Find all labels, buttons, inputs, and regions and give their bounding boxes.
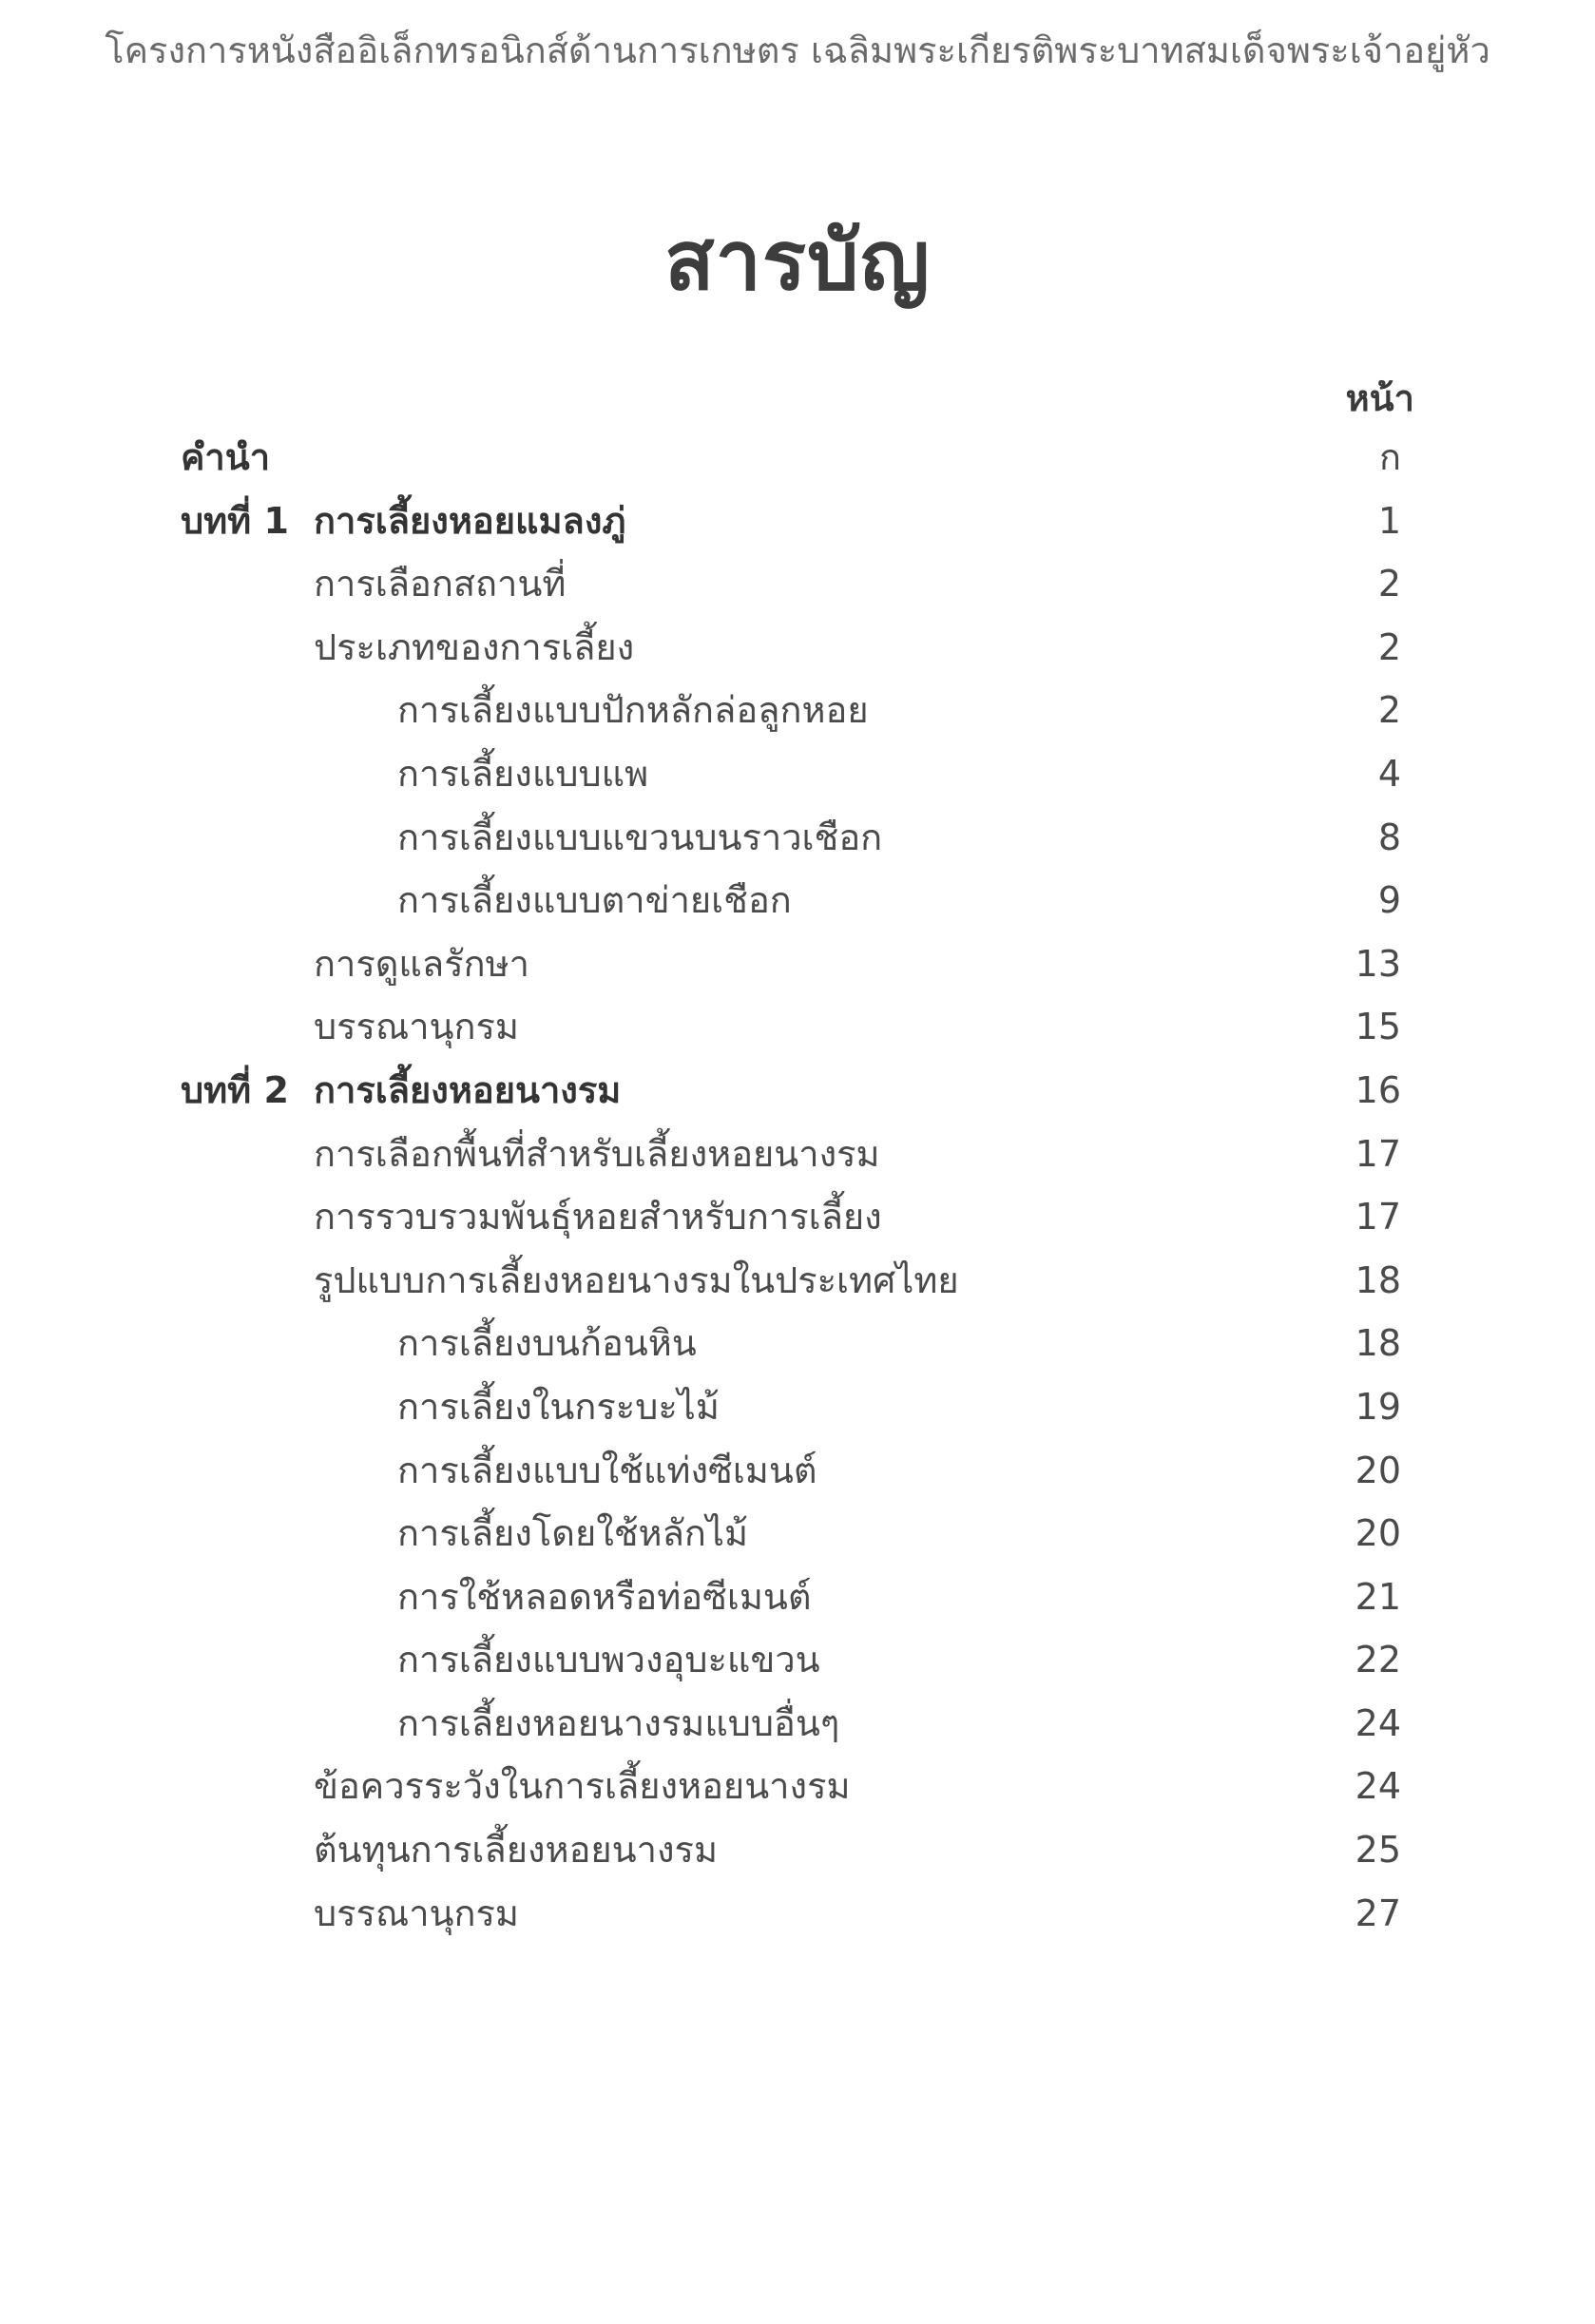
- page-title: สารบัญ: [664, 214, 931, 309]
- toc-entry-page: 8: [1377, 816, 1401, 858]
- toc-entry-page: 1: [1377, 499, 1401, 542]
- toc-subentry[interactable]: [0, 806, 1595, 870]
- toc-entry[interactable]: [0, 616, 1595, 680]
- toc-entry-title: การเลี้ยงแบบตาข่ายเชือก: [397, 879, 792, 922]
- toc-entry-page: 24: [1355, 1701, 1401, 1744]
- toc-entry-title: การเลี้ยงบนก้อนหิน: [397, 1322, 697, 1365]
- toc-entry-title: การเลี้ยงแบบพวงอุบะแขวน: [397, 1639, 820, 1681]
- toc-entry-page: 20: [1355, 1449, 1401, 1491]
- header-project-line: โครงการหนังสืออิเล็กทรอนิกส์ด้านการเกษตร เฉลิมพระเกียรติพระบาทสมเด็จพระเจ้าอยู่หัว: [105, 29, 1490, 71]
- toc-subentry[interactable]: [0, 1502, 1595, 1565]
- toc-entry-page: 4: [1377, 752, 1401, 795]
- toc-entry[interactable]: [0, 1818, 1595, 1882]
- toc-entry-page: 18: [1355, 1322, 1401, 1365]
- toc-entry[interactable]: [0, 1882, 1595, 1946]
- toc-subentry[interactable]: [0, 1565, 1595, 1629]
- toc-chapter-label: บทที่ 1: [181, 499, 289, 542]
- toc-entry-page: 17: [1355, 1196, 1401, 1239]
- toc-entry-title: คำนำ: [181, 436, 271, 478]
- toc-entry-title: การเลี้ยงโดยใช้หลักไม้: [397, 1512, 749, 1555]
- toc-entry-page: 15: [1355, 1006, 1401, 1048]
- toc-entry[interactable]: [0, 1755, 1595, 1818]
- toc-subentry[interactable]: [0, 1692, 1595, 1756]
- toc-entry-page: ก: [1378, 436, 1401, 478]
- toc-entry-title: การรวบรวมพันธุ์หอยสำหรับการเลี้ยง: [314, 1196, 882, 1239]
- toc-entry-page: 21: [1355, 1575, 1401, 1618]
- toc-entry-title: การเลี้ยงแบบปักหลักล่อลูกหอย: [397, 689, 869, 732]
- toc-entry-page: 2: [1377, 563, 1401, 605]
- toc-entry-page: 17: [1355, 1132, 1401, 1175]
- toc-entry-title: การเลี้ยงแบบแขวนบนราวเชือก: [397, 816, 883, 858]
- toc-chapter-label: บทที่ 2: [181, 1068, 289, 1111]
- toc-entry-chapter-2[interactable]: [0, 1059, 1595, 1123]
- toc-entry-page: 20: [1355, 1512, 1401, 1555]
- toc-entry-title: ประเภทของการเลี้ยง: [314, 625, 635, 668]
- toc-entry-title: การเลี้ยงหอยแมลงภู่: [314, 499, 626, 542]
- toc-entry-page: 9: [1377, 879, 1401, 922]
- toc-entry[interactable]: [0, 1123, 1595, 1186]
- toc-entry-page: 2: [1377, 689, 1401, 732]
- toc-entry-page: 16: [1355, 1068, 1401, 1111]
- toc-entry-title: รูปแบบการเลี้ยงหอยนางรมในประเทศไทย: [314, 1258, 959, 1301]
- toc-entry-title: การเลี้ยงหอยนางรม: [314, 1068, 622, 1111]
- page-column-label: หน้า: [1345, 377, 1414, 419]
- toc-subentry[interactable]: [0, 1375, 1595, 1439]
- toc-entry-page: 27: [1355, 1892, 1401, 1934]
- toc-entry-title: ข้อควรระวังในการเลี้ยงหอยนางรม: [314, 1765, 851, 1808]
- toc-entry-title: การเลือกพื้นที่สำหรับเลี้ยงหอยนางรม: [314, 1132, 880, 1175]
- toc-subentry[interactable]: [0, 1628, 1595, 1692]
- toc-entry[interactable]: [0, 552, 1595, 616]
- toc-subentry[interactable]: [0, 1439, 1595, 1503]
- toc-entry-title: การเลี้ยงแบบแพ: [397, 752, 649, 795]
- toc-entry-page: 18: [1355, 1258, 1401, 1301]
- toc-entry[interactable]: [0, 995, 1595, 1059]
- toc-subentry[interactable]: [0, 679, 1595, 742]
- toc-entry[interactable]: [0, 1185, 1595, 1249]
- toc-entry-chapter-1[interactable]: [0, 490, 1595, 553]
- table-of-contents: [0, 426, 1595, 1945]
- toc-entry-title: การเลือกสถานที่: [314, 563, 567, 605]
- toc-subentry[interactable]: [0, 742, 1595, 806]
- toc-entry-title: การดูแลรักษา: [314, 942, 530, 985]
- toc-entry-title: บรรณานุกรม: [314, 1006, 519, 1048]
- toc-entry-preface[interactable]: [0, 426, 1595, 490]
- toc-entry-title: การเลี้ยงในกระบะไม้: [397, 1385, 720, 1428]
- toc-subentry[interactable]: [0, 869, 1595, 932]
- toc-entry-page: 13: [1355, 942, 1401, 985]
- toc-entry[interactable]: [0, 932, 1595, 996]
- toc-entry[interactable]: [0, 1249, 1595, 1313]
- toc-entry-page: 24: [1355, 1765, 1401, 1808]
- toc-entry-page: 2: [1377, 625, 1401, 668]
- toc-entry-page: 22: [1355, 1639, 1401, 1681]
- toc-entry-page: 19: [1355, 1385, 1401, 1428]
- toc-entry-title: การเลี้ยงหอยนางรมแบบอื่นๆ: [397, 1701, 840, 1744]
- toc-entry-title: การใช้หลอดหรือท่อซีเมนต์: [397, 1575, 812, 1618]
- toc-entry-title: บรรณานุกรม: [314, 1892, 519, 1934]
- toc-subentry[interactable]: [0, 1312, 1595, 1375]
- toc-entry-page: 25: [1355, 1829, 1401, 1872]
- toc-entry-title: ต้นทุนการเลี้ยงหอยนางรม: [314, 1829, 718, 1872]
- toc-entry-title: การเลี้ยงแบบใช้แท่งซีเมนต์: [397, 1449, 817, 1491]
